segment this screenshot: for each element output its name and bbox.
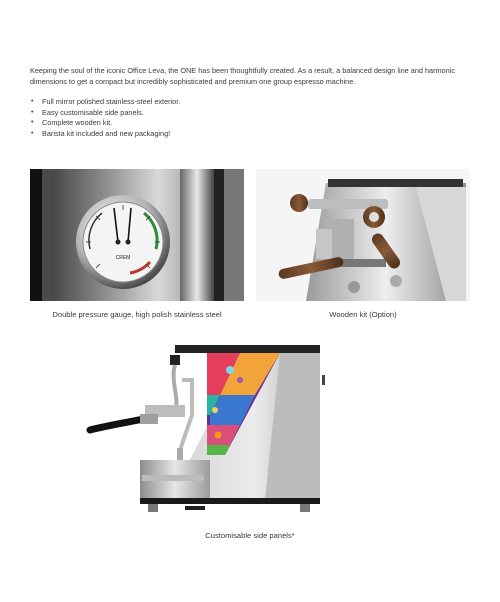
pressure-gauge-image <box>30 169 244 301</box>
wooden-kit-caption: Wooden kit (Option) <box>329 310 397 319</box>
espresso-machine-image <box>80 340 340 525</box>
svg-text:CREM: CREM <box>115 255 131 261</box>
wooden-kit-image <box>256 169 470 301</box>
gauge-caption: Double pressure gauge, high polish stainless steel <box>52 310 222 319</box>
feature-item: • Complete wooden kit. <box>30 118 180 129</box>
side-panels-caption: Customisable side panels* <box>205 531 295 540</box>
feature-item: • Easy customisable side panels. <box>30 108 180 119</box>
pressure-gauge-photo <box>30 169 244 301</box>
wooden-kit-photo <box>256 169 470 301</box>
feature-item: • Full mirror polished stainless-steel exterior. <box>30 97 180 108</box>
feature-list <box>30 97 180 139</box>
intro-paragraph: Keeping the soul of the iconic Office Leva, the ONE has been thoughtfully created. As a result, a balanced design line and harmonic dimensions to get a compact but incredibly sophisticated and premium one group espresso machine. <box>30 66 455 86</box>
machine-side-panel-photo <box>80 340 340 525</box>
feature-item: • Barista kit included and new packaging! <box>30 129 180 140</box>
